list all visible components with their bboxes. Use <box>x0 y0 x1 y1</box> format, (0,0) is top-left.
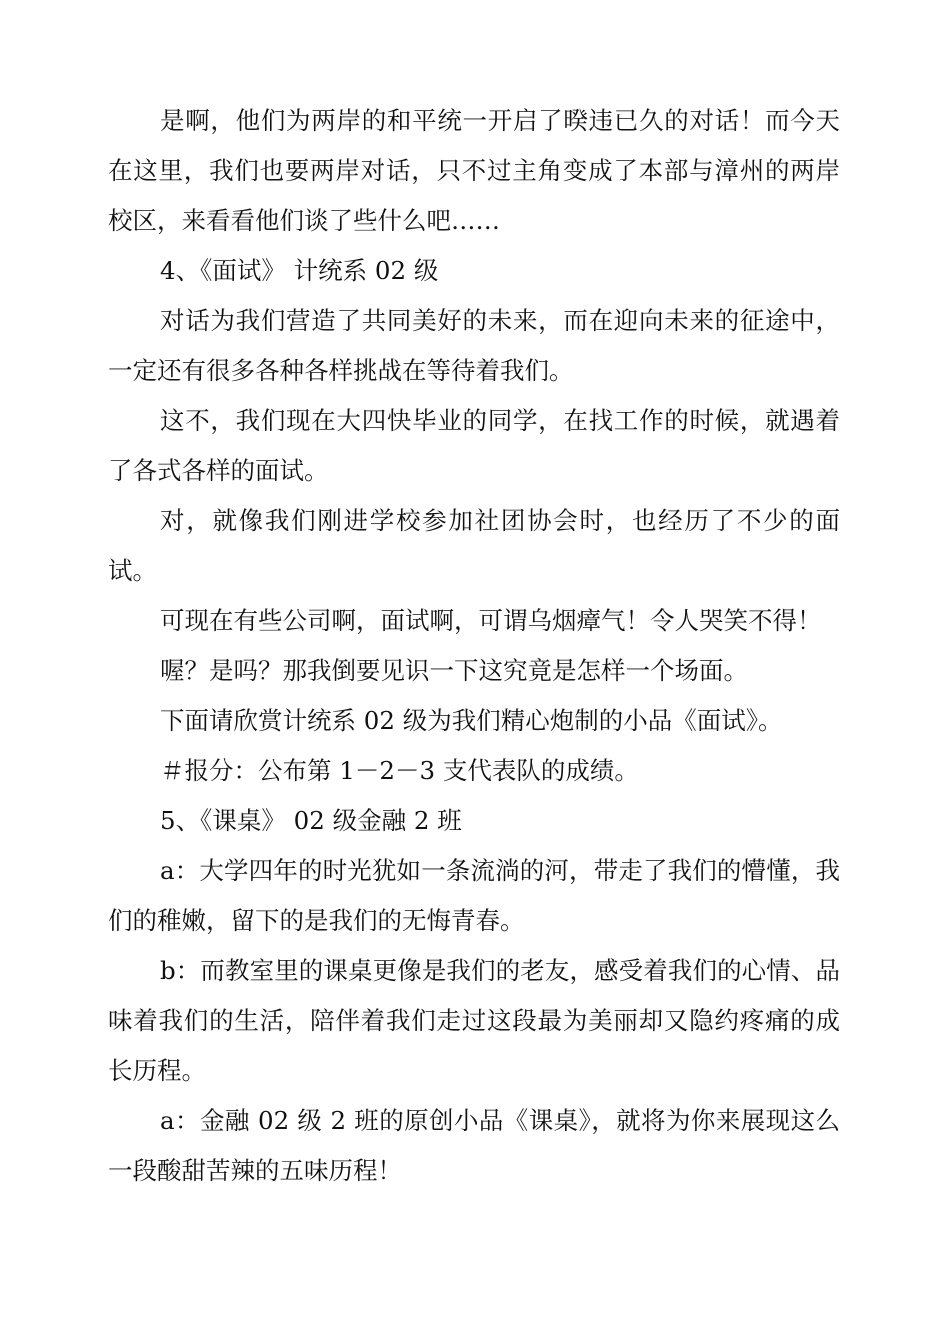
paragraph-enjoy-skit: 下面请欣赏计统系 02 级为我们精心炮制的小品《面试》。 <box>160 706 783 735</box>
paragraph-job-interviews: 这不，我们现在大四快毕业的同学，在找工作的时候，就遇着了各式各样的面试。 <box>108 406 840 485</box>
paragraph-a-finance-skit: a：金融 02 级 2 班的原创小品《课桌》，就将为你来展现这么一段酸甜苦辣的五味历程！ <box>108 1106 840 1185</box>
paragraph-b-classroom-desk: b：而教室里的课桌更像是我们的老友，感受着我们的心情、品味着我们的生活，陪伴着我们走过这段最为美丽却又隐约疼痛的成长历程。 <box>108 956 840 1085</box>
paragraph-future-challenges: 对话为我们营造了共同美好的未来，而在迎向未来的征途中，一定还有很多各种各样挑战在等待着我们。 <box>108 306 840 385</box>
paragraph-score-report: ＃报分：公布第 1－2－3 支代表队的成绩。 <box>160 756 639 785</box>
program-item-desk: 5、《课桌》 02 级金融 2 班 <box>160 806 462 835</box>
paragraph-dialogue-intro: 是啊，他们为两岸的和平统一开启了暌违已久的对话！而今天在这里，我们也要两岸对话，只不过主角变成了本部与漳州的两岸校区，来看看他们谈了些什么吧…… <box>108 106 840 235</box>
document-body <box>108 96 840 1196</box>
program-item-interview: 4、《面试》 计统系 02 级 <box>160 256 439 285</box>
paragraph-club-interviews: 对，就像我们刚进学校参加社团协会时，也经历了不少的面试。 <box>108 506 840 585</box>
paragraph-companies: 可现在有些公司啊，面试啊，可谓乌烟瘴气！令人哭笑不得！ <box>160 606 822 635</box>
paragraph-a-university-years: a：大学四年的时光犹如一条流淌的河，带走了我们的懵懂，我们的稚嫩，留下的是我们的无悔青春。 <box>108 856 840 935</box>
paragraph-see-scene: 喔？是吗？那我倒要见识一下这究竟是怎样一个场面。 <box>160 656 748 685</box>
